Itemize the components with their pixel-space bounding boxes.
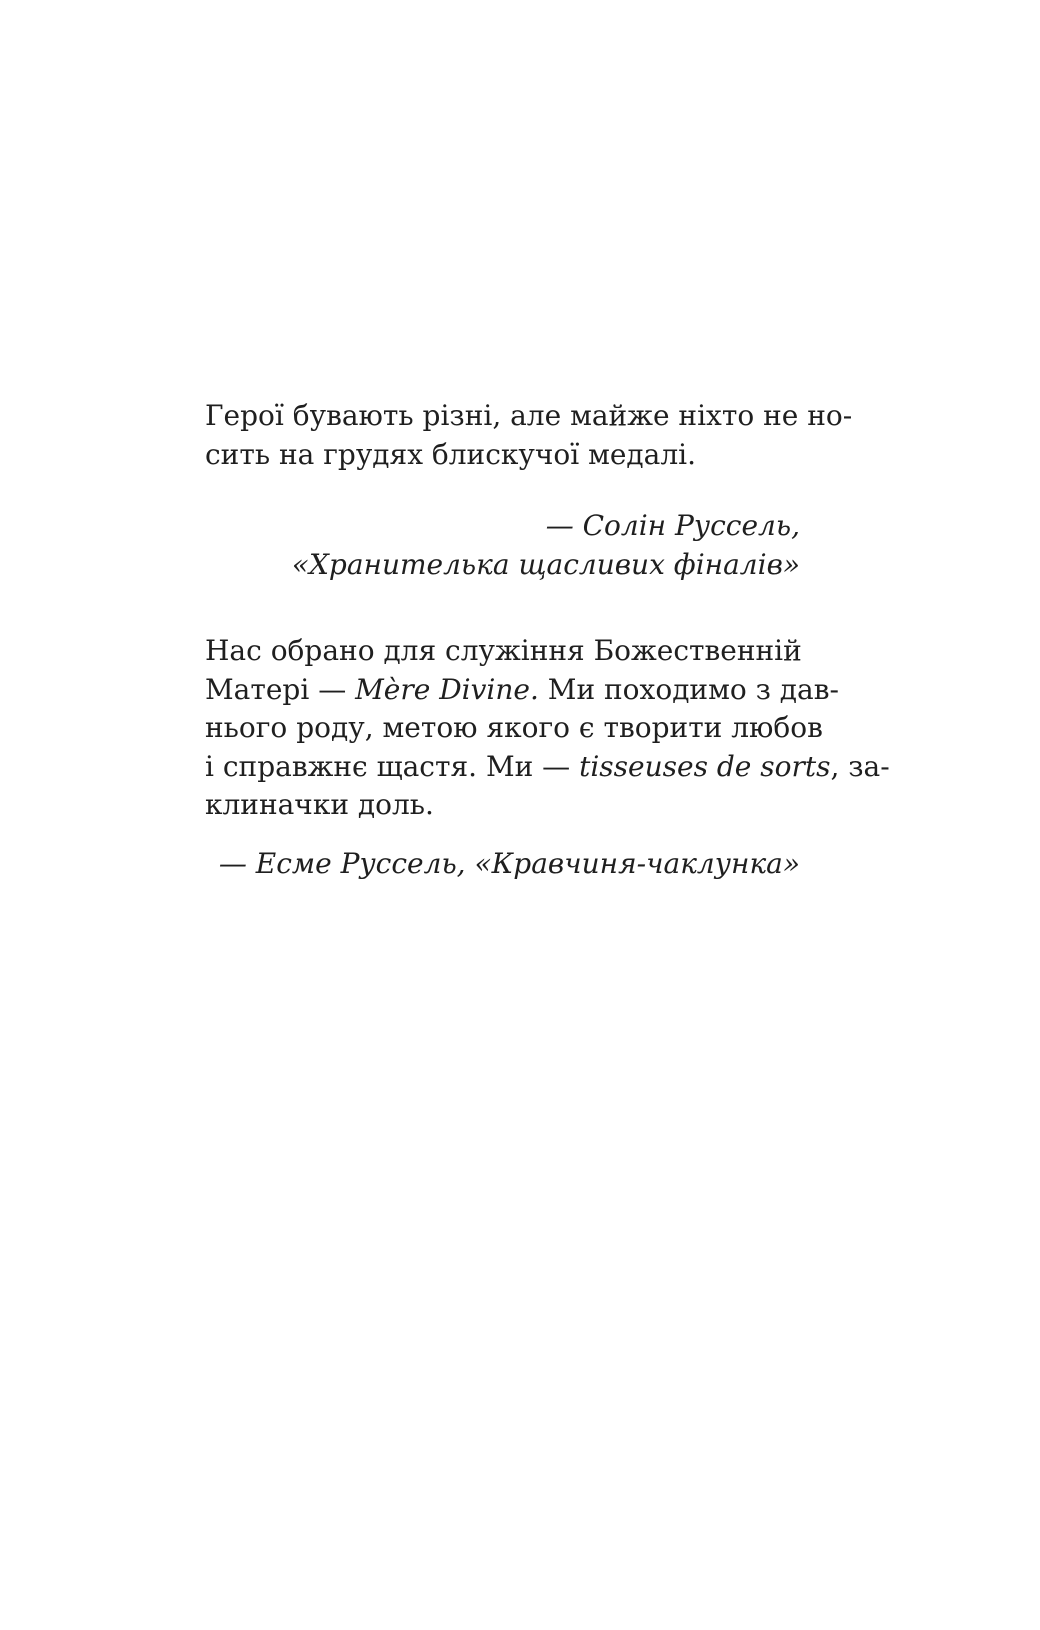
- epigraph-2-line-4: [205, 748, 890, 787]
- epigraph-1-attribution: [205, 507, 800, 584]
- epigraph-2-line-1: Нас обрано для служіння Божественній: [205, 634, 802, 667]
- epigraph-2-attribution: [205, 845, 800, 884]
- epigraph-quote-2: [205, 632, 890, 825]
- epigraph-2-line-2-part-c: Ми походимо з дав-: [538, 672, 839, 706]
- epigraph-2-line-2-part-a: Матері —: [205, 672, 356, 706]
- attribution-2-author-and-book: — Есме Руссель, «Кравчиня-чаклунка»: [218, 847, 800, 880]
- foreign-phrase-mere-divine: Mère Divine.: [355, 672, 539, 706]
- foreign-phrase-tisseuses-de-sorts: tisseuses de sorts: [579, 749, 831, 783]
- epigraph-1-line-2: сить на грудях блискучої медалі.: [205, 437, 697, 471]
- epigraph-2-line-2: [205, 671, 839, 710]
- epigraph-2-line-4-part-a: і справжнє щастя. Ми —: [205, 749, 580, 783]
- attribution-1-book-title: «Хранителька щасливих фіналів»: [291, 547, 800, 581]
- attribution-1-author: — Солін Руссель,: [545, 509, 800, 542]
- epigraph-2-line-4-part-c: , за-: [830, 749, 890, 783]
- epigraph-2-line-5: клинaчки доль.: [205, 788, 434, 821]
- epigraph-1-line-1: Герої бувають різні, але майже ніхто не но-: [205, 399, 853, 432]
- epigraph-2-line-3: нього роду, метою якого є творити любов: [205, 711, 823, 744]
- epigraph-quote-1: [205, 397, 853, 474]
